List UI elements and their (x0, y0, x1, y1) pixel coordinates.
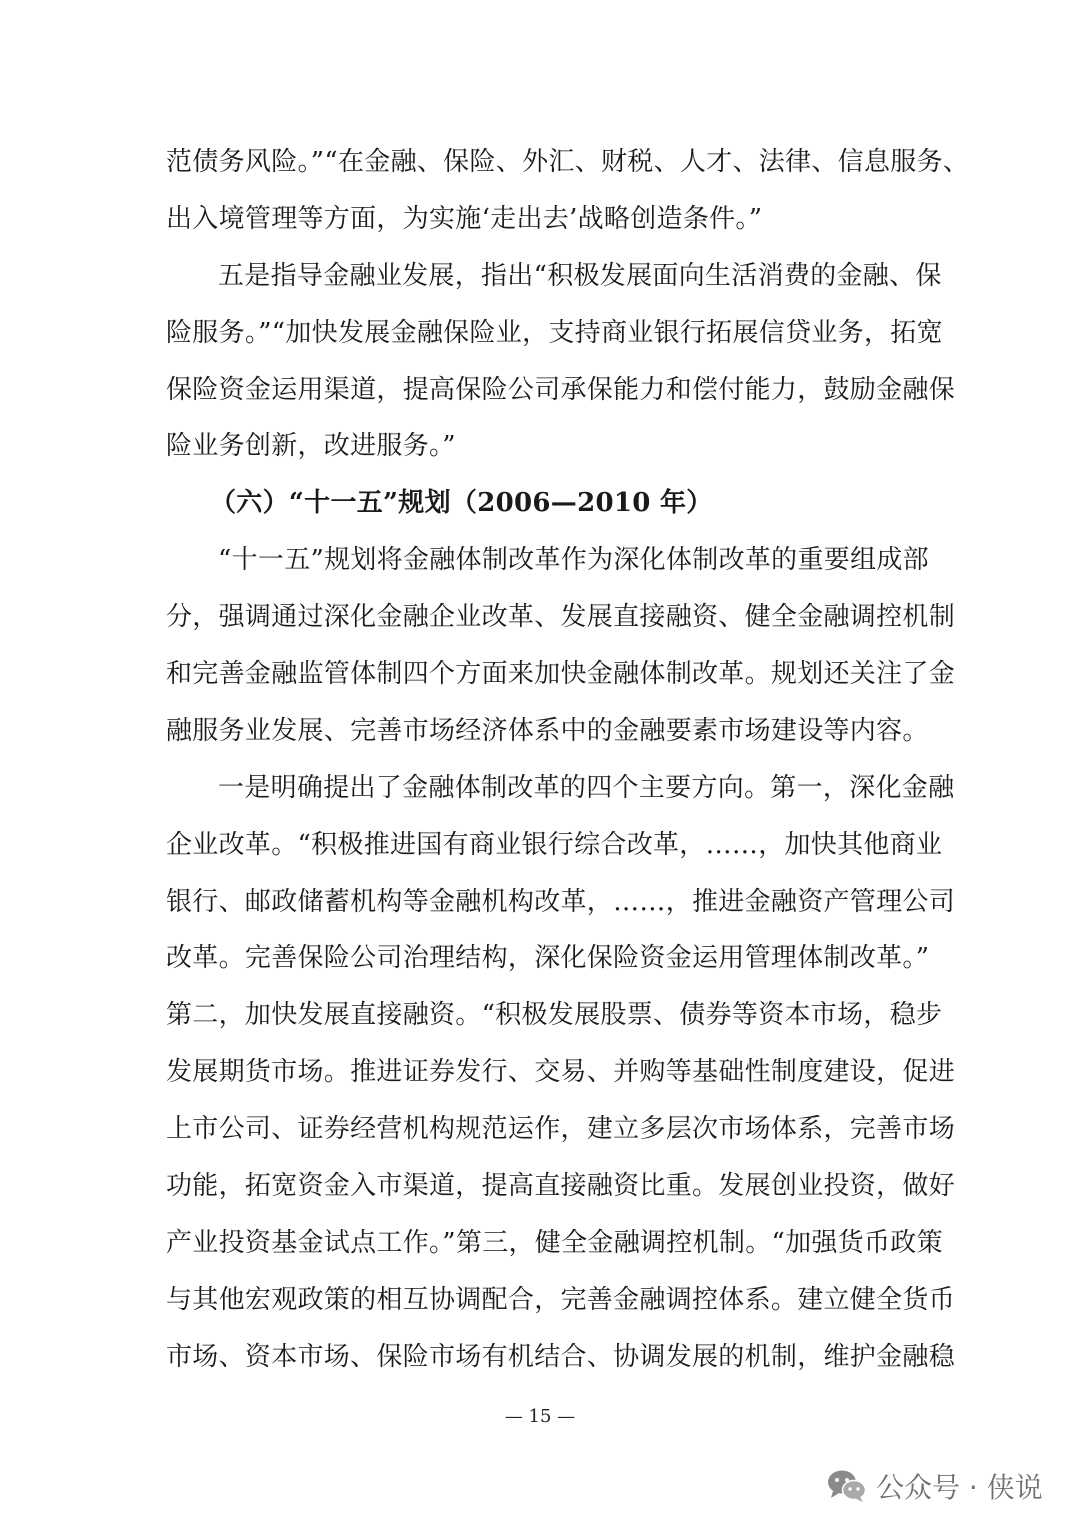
text-line: 市场、资本市场、保险市场有机结合、协调发展的机制，维护金融稳 (166, 1341, 956, 1372)
text-line: “十一五”规划将金融体制改革作为深化体制改革的重要组成部 (218, 545, 929, 576)
text-line: 险业务创新，改进服务。” (166, 431, 456, 462)
text-line: 一是明确提出了金融体制改革的四个主要方向。第一，深化金融 (218, 772, 955, 803)
text-line: 五是指导金融业发展，指出“积极发展面向生活消费的金融、保 (218, 260, 942, 291)
wechat-icon (826, 1468, 868, 1504)
text-line: 功能，拓宽资金入市渠道，提高直接融资比重。发展创业投资，做好 (166, 1171, 956, 1202)
text-line: 银行、邮政储蓄机构等金融机构改革，……，推进金融资产管理公司 (166, 886, 956, 917)
section-heading: （六）“十一五”规划（2006—2010 年） (210, 488, 713, 519)
text-line: 企业改革。“积极推进国有商业银行综合改革，……，加快其他商业 (166, 829, 943, 860)
text-line: 与其他宏观政策的相互协调配合，完善金融调控体系。建立健全货币 (166, 1284, 956, 1315)
text-line: 融服务业发展、完善市场经济体系中的金融要素市场建设等内容。 (166, 715, 929, 746)
page-number: — 15 — (504, 1406, 576, 1427)
watermark (826, 1464, 1043, 1508)
body-text (166, 134, 970, 1386)
text-line: 保险资金运用渠道，提高保险公司承保能力和偿付能力，鼓励金融保 (166, 374, 956, 405)
text-line: 出入境管理等方面，为实施‘走出去’战略创造条件。” (166, 203, 763, 234)
text-line: 上市公司、证券经营机构规范运作，建立多层次市场体系，完善市场 (166, 1114, 956, 1145)
text-line: 发展期货市场。推进证券发行、交易、并购等基础性制度建设，促进 (166, 1057, 956, 1088)
text-line: 改革。完善保险公司治理结构，深化保险资金运用管理体制改革。” (166, 943, 930, 974)
text-line: 范债务风险。”“在金融、保险、外汇、财税、人才、法律、信息服务、 (166, 147, 970, 177)
text-line: 产业投资基金试点工作。”第三，健全金融调控机制。“加强货币政策 (166, 1227, 943, 1258)
text-line: 险服务。”“加快发展金融保险业，支持商业银行拓展信贷业务，拓宽 (166, 317, 943, 348)
watermark-text: 公众号 · 侠说 (876, 1471, 1043, 1504)
text-line: 第二，加快发展直接融资。“积极发展股票、债券等资本市场，稳步 (166, 1000, 943, 1031)
text-line: 分，强调通过深化金融企业改革、发展直接融资、健全金融调控机制 (166, 602, 956, 633)
text-line: 和完善金融监管体制四个方面来加快金融体制改革。规划还关注了金 (166, 659, 956, 690)
